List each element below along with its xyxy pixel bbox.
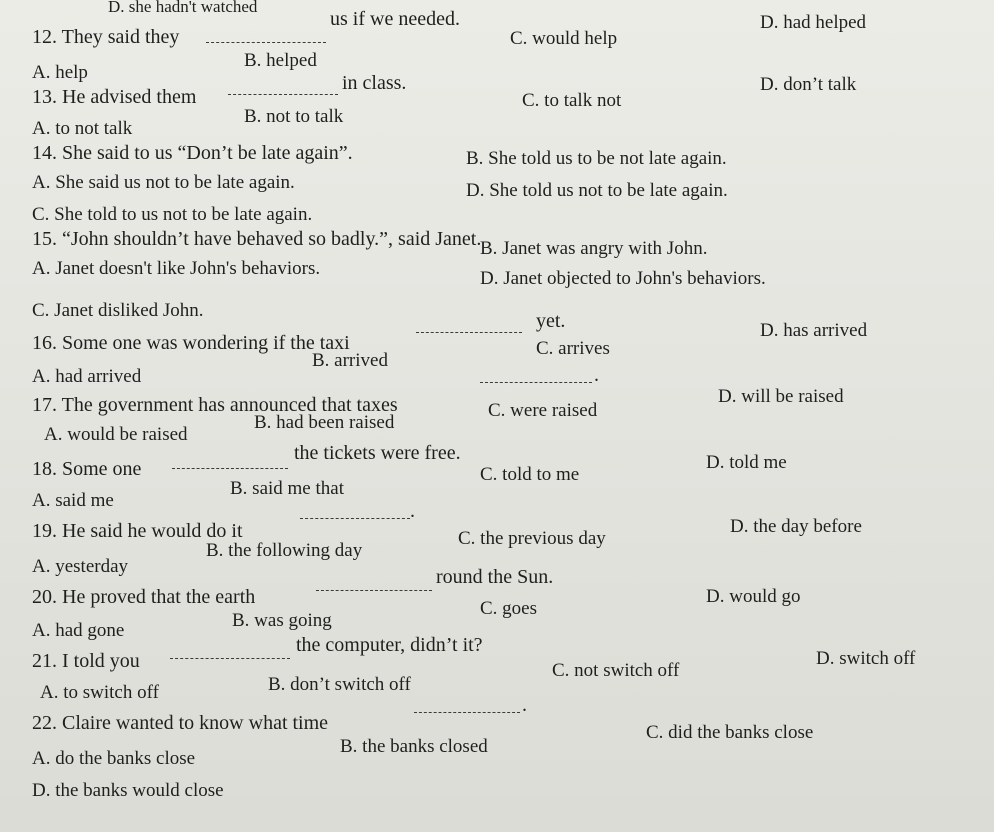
- question-22-stem: [32, 712, 328, 734]
- option-d: D. Janet objected to John's behaviors.: [480, 268, 766, 289]
- option-b: B. not to talk: [244, 106, 344, 127]
- option-d: D. She told us not to be late again.: [466, 180, 728, 201]
- stem-before: He said he would do it: [62, 520, 243, 542]
- question-16-stem: [32, 332, 350, 354]
- answer-blank: [170, 658, 290, 659]
- option-a: A. would be raised: [44, 424, 188, 445]
- option-b: B. don’t switch off: [268, 674, 411, 695]
- stem-before: Claire wanted to know what time: [62, 712, 329, 734]
- option-c: C. were raised: [488, 400, 598, 421]
- option-c: C. to talk not: [522, 90, 622, 111]
- stem-after: in class.: [342, 72, 407, 94]
- question-number: 17.: [32, 394, 57, 416]
- top-fragment: [108, 0, 257, 18]
- stem-after: us if we needed.: [330, 8, 460, 30]
- option-c: C. not switch off: [552, 660, 680, 681]
- option-a: A. had gone: [32, 620, 125, 641]
- stem-before: Some one was wondering if the taxi: [62, 332, 350, 354]
- stem-after: .: [594, 364, 599, 386]
- question-19-stem: [32, 520, 243, 542]
- answer-blank: [172, 468, 288, 469]
- stem-before: He proved that the earth: [62, 586, 256, 608]
- question-15-stem: [32, 228, 481, 250]
- stem-before: I told you: [62, 650, 140, 672]
- stem-after: .: [522, 694, 527, 716]
- answer-blank: [300, 518, 410, 519]
- option-c: C. goes: [480, 598, 537, 619]
- option-d: D. would go: [706, 586, 801, 607]
- option-b: B. She told us to be not late again.: [466, 148, 727, 169]
- answer-blank: [414, 712, 520, 713]
- question-number: 16.: [32, 332, 57, 354]
- question-20-stem: [32, 586, 255, 608]
- stem-after: round the Sun.: [436, 566, 554, 588]
- option-a: A. Janet doesn't like John's behaviors.: [32, 258, 321, 279]
- stem-after: yet.: [536, 310, 566, 332]
- question-21-stem: [32, 650, 140, 672]
- question-number: 12.: [32, 26, 57, 48]
- option-d: D. the banks would close: [32, 780, 224, 801]
- stem-after: .: [410, 500, 415, 522]
- option-c: C. told to me: [480, 464, 580, 485]
- option-c: C. Janet disliked John.: [32, 300, 204, 321]
- question-number: 22.: [32, 712, 57, 734]
- question-18-stem: [32, 458, 141, 480]
- option-b: B. helped: [244, 50, 317, 71]
- question-number: 13.: [32, 86, 57, 108]
- option-d: D. don’t talk: [760, 74, 857, 95]
- option-b: B. had been raised: [254, 412, 395, 433]
- question-14-stem: [32, 142, 353, 164]
- stem-before: “John shouldn’t have behaved so badly.”, said Janet.: [62, 228, 482, 250]
- option-b: B. Janet was angry with John.: [480, 238, 708, 259]
- question-number: 18.: [32, 458, 57, 480]
- stem-before: She said to us “Don’t be late again”.: [62, 142, 353, 164]
- option-d: D. switch off: [816, 648, 916, 669]
- option-c: C. would help: [510, 28, 618, 49]
- answer-blank: [316, 590, 432, 591]
- option-c: C. arrives: [536, 338, 610, 359]
- question-12-stem: [32, 26, 179, 48]
- option-d: D. had helped: [760, 12, 867, 33]
- answer-blank: [206, 42, 326, 43]
- top-fragment-text: she hadn't watched: [128, 0, 258, 16]
- option-a: A. yesterday: [32, 556, 129, 577]
- question-number: 15.: [32, 228, 57, 250]
- option-c: C. She told to us not to be late again.: [32, 204, 313, 225]
- option-d: D. will be raised: [718, 386, 844, 407]
- question-13-stem: [32, 86, 196, 108]
- option-a: A. said me: [32, 490, 114, 511]
- option-a: A. to switch off: [40, 682, 159, 703]
- question-number: 19.: [32, 520, 57, 542]
- option-b: B. arrived: [312, 350, 388, 371]
- question-number: 14.: [32, 142, 57, 164]
- option-a: A. to not talk: [32, 118, 133, 139]
- option-b: B. was going: [232, 610, 332, 631]
- option-b: B. the banks closed: [340, 736, 488, 757]
- option-a: A. do the banks close: [32, 748, 196, 769]
- option-b: B. the following day: [206, 540, 363, 561]
- option-c: C. did the banks close: [646, 722, 814, 743]
- answer-blank: [228, 94, 338, 95]
- option-d: D. the day before: [730, 516, 862, 537]
- stem-before: The government has announced that taxes: [61, 394, 398, 416]
- stem-before: He advised them: [62, 86, 197, 108]
- option-a: A. She said us not to be late again.: [32, 172, 295, 193]
- stem-before: They said they: [61, 26, 180, 48]
- question-number: 20.: [32, 586, 57, 608]
- option-a: A. had arrived: [32, 366, 142, 387]
- stem-after: the tickets were free.: [294, 442, 461, 464]
- option-c: C. the previous day: [458, 528, 606, 549]
- top-fragment-label: D.: [108, 0, 125, 16]
- option-d: D. told me: [706, 452, 787, 473]
- option-b: B. said me that: [230, 478, 344, 499]
- answer-blank: [416, 332, 522, 333]
- answer-blank: [480, 382, 592, 383]
- option-a: A. help: [32, 62, 88, 83]
- stem-after: the computer, didn’t it?: [296, 634, 483, 656]
- option-d: D. has arrived: [760, 320, 868, 341]
- question-number: 21.: [32, 650, 57, 672]
- stem-before: Some one: [62, 458, 142, 480]
